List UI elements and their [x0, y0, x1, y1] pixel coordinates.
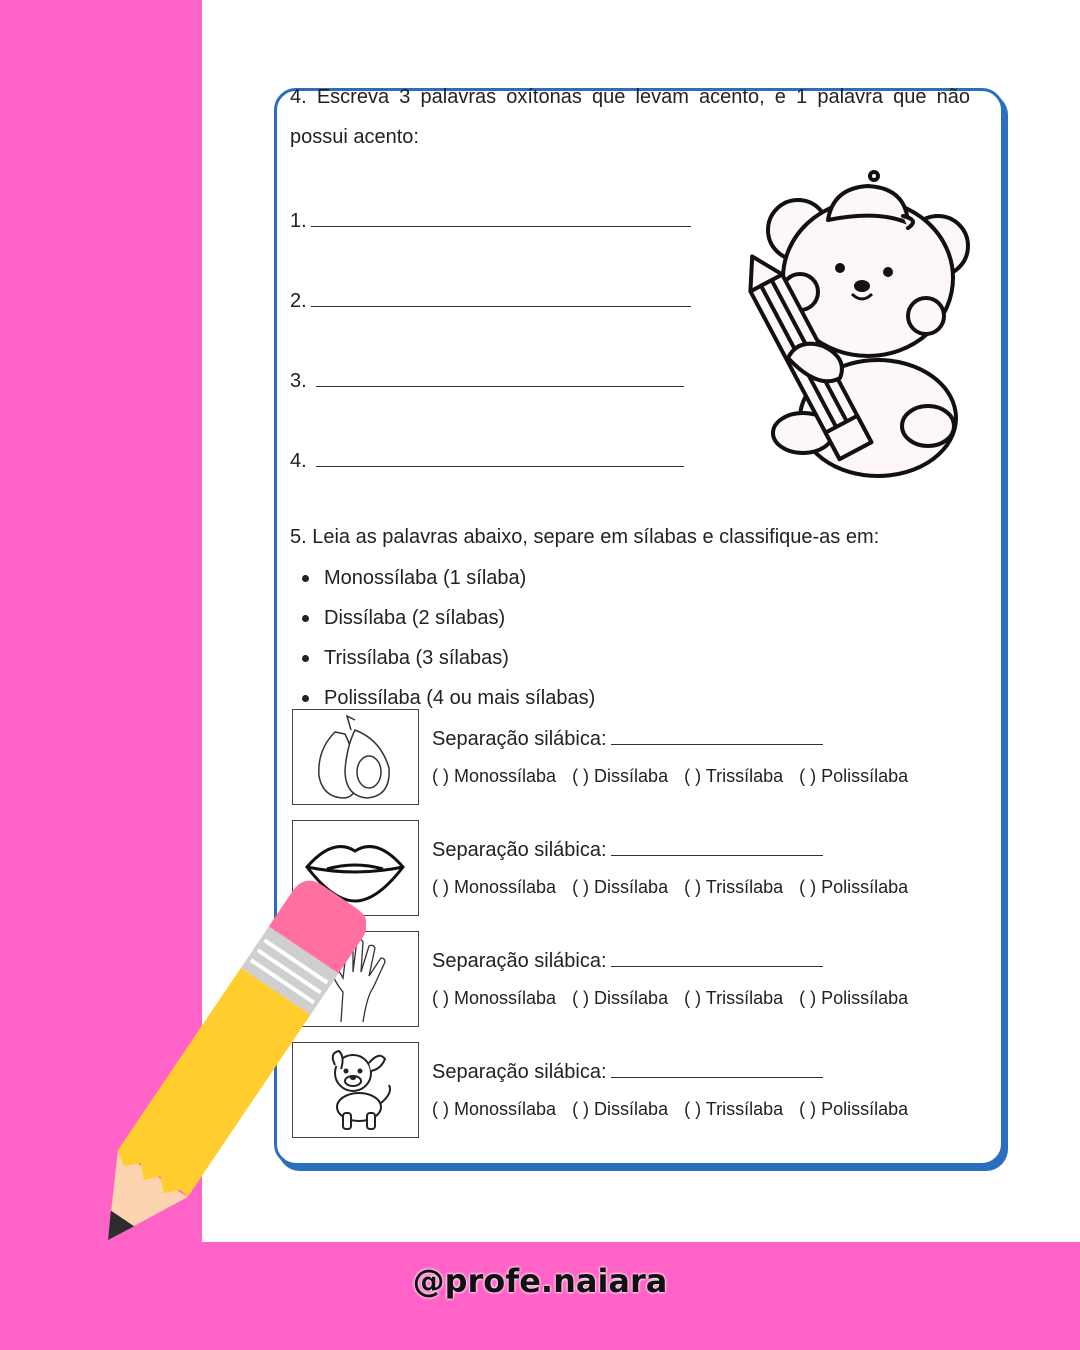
option-monossilaba[interactable]: ( ) Monossílaba — [432, 1099, 557, 1119]
syllable-separation-4[interactable]: Separação silábica: — [432, 1059, 823, 1084]
options-row-1 — [432, 766, 924, 787]
avocado-icon — [293, 710, 418, 804]
question-5-text: 5. Leia as palavras abaixo, separe em sílabas e classifique-as em: — [290, 526, 880, 548]
option-polissilaba[interactable]: ( ) Polissílaba — [799, 1099, 909, 1119]
option-dissilaba[interactable]: ( ) Dissílaba — [572, 988, 669, 1008]
option-polissilaba[interactable]: ( ) Polissílaba — [799, 877, 909, 897]
option-trissilaba[interactable]: ( ) Trissílaba — [684, 988, 784, 1008]
author-handle: @profe.naiara — [412, 1262, 668, 1300]
pencil-icon — [96, 860, 366, 1250]
syllable-separation-3[interactable]: Separação silábica: — [432, 948, 823, 973]
list-item: Monossílaba (1 sílaba) — [300, 566, 595, 606]
answer-line-3[interactable]: 3. — [290, 366, 684, 393]
syllable-separation-2[interactable]: Separação silábica: — [432, 837, 823, 862]
list-item: Polissílaba (4 ou mais sílabas) — [300, 686, 595, 726]
option-polissilaba[interactable]: ( ) Polissílaba — [799, 766, 909, 786]
question-4-text-cont: possui acento: — [290, 126, 419, 148]
option-monossilaba[interactable]: ( ) Monossílaba — [432, 988, 557, 1008]
option-trissilaba[interactable]: ( ) Trissílaba — [684, 766, 784, 786]
answer-line-1[interactable]: 1. — [290, 206, 691, 233]
answer-line-4[interactable]: 4. — [290, 446, 684, 473]
option-trissilaba[interactable]: ( ) Trissílaba — [684, 877, 784, 897]
option-dissilaba[interactable]: ( ) Dissílaba — [572, 766, 669, 786]
question-4-text: 4. Escreva 3 palavras oxítonas que levam acento, e 1 palavra que não — [290, 86, 970, 108]
option-dissilaba[interactable]: ( ) Dissílaba — [572, 877, 669, 897]
list-item: Dissílaba (2 sílabas) — [300, 606, 595, 646]
options-row-3 — [432, 988, 924, 1009]
options-row-2 — [432, 877, 924, 898]
option-trissilaba[interactable]: ( ) Trissílaba — [684, 1099, 784, 1119]
option-monossilaba[interactable]: ( ) Monossílaba — [432, 877, 557, 897]
bear-with-pencil-icon — [728, 168, 978, 488]
options-row-4 — [432, 1099, 924, 1120]
option-dissilaba[interactable]: ( ) Dissílaba — [572, 1099, 669, 1119]
list-item: Trissílaba (3 sílabas) — [300, 646, 595, 686]
classification-list — [300, 566, 595, 726]
option-monossilaba[interactable]: ( ) Monossílaba — [432, 766, 557, 786]
syllable-separation-1[interactable]: Separação silábica: — [432, 726, 823, 751]
picture-box-1 — [292, 709, 419, 805]
answer-line-2[interactable]: 2. — [290, 286, 691, 313]
option-polissilaba[interactable]: ( ) Polissílaba — [799, 988, 909, 1008]
